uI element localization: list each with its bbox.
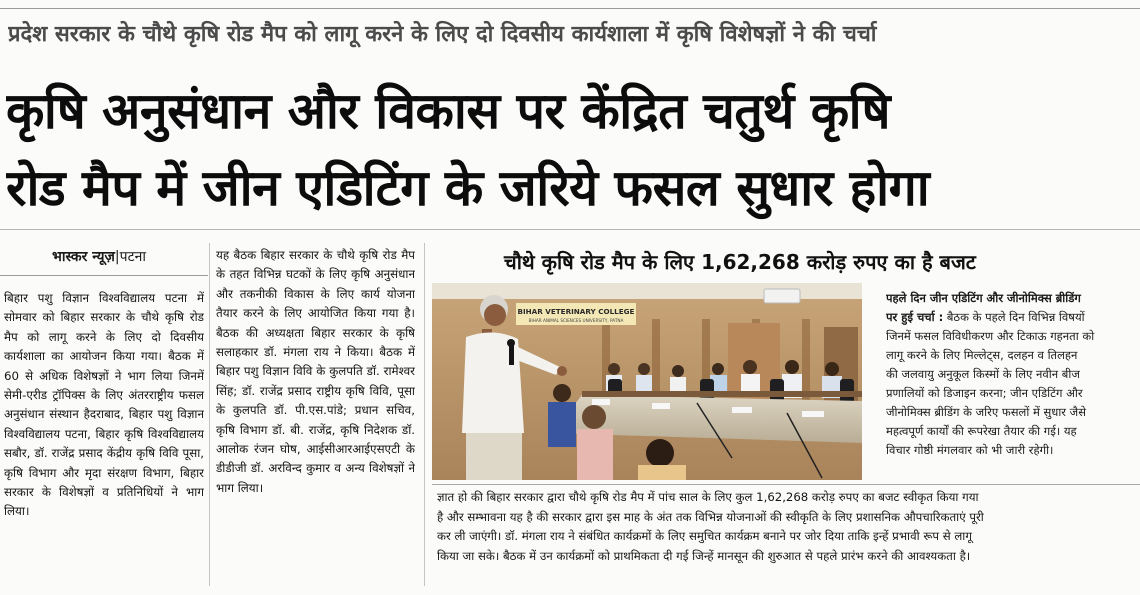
- bottom-line: है और सम्भावना यह है की सरकार द्वारा इस माह के अंत तक विभिन्न योजनाओं की स्वीकृति के लिए प्रशासनिक औपचारिकताएं पूरी: [437, 509, 984, 524]
- col3-line: महत्वपूर्ण कार्यों की रूपरेखा तैयार की गई। यह: [886, 424, 1077, 438]
- col3-line: लागू करने के लिए मिल्लेट्स, दलहन व तिलहन: [886, 348, 1078, 362]
- bottom-box-rule: [432, 484, 1140, 485]
- col3-line: जीनोमिक्स ब्रीडिंग के जरिए फसलों में सुधार जैसे: [886, 405, 1086, 419]
- meeting-photo: [432, 283, 862, 480]
- byline-rule: [0, 275, 208, 276]
- bottom-line: कर ली जाएंगी। डॉ. मंगला राय ने संबंधित कार्यक्रमों के लिए समुचित कार्यक्रम बनाने पर जोर दिया ताकि इन्हें प्रभावी रूप से लागू: [437, 529, 972, 544]
- banner-title: BIHAR VETERINARY COLLEGE: [517, 307, 635, 316]
- byline: [52, 247, 146, 266]
- col3-line: जिनमें फसल विविधीकरण और टिकाऊ गहनता को: [886, 329, 1095, 343]
- bottom-line: ज्ञात हो की बिहार सरकार द्वारा चौथे कृषि रोड मैप में पांच साल के लिए कुल 1,62,268 करोड़ रुपए का बजट स्वीकृत किया गया: [437, 490, 979, 504]
- col3-line: बैठक के पहले दिन विभिन्न विषयों: [946, 310, 1085, 324]
- headline-line-1: कृषि अनुसंधान और विकास पर केंद्रित चतुर्थ कृषि: [6, 82, 890, 140]
- col3-heading-line-1: पहले दिन जीन एडिटिंग और जीनोमिक्स ब्रीडिंग: [886, 291, 1081, 305]
- banner-subtitle: BIHAR ANIMAL SCIENCES UNIVERSITY, PATNA: [528, 318, 624, 323]
- byline-agency: भास्कर न्यूज़: [52, 249, 115, 265]
- col3-line: प्रणालियों को डिजाइन करना; जीन एडिटिंग और: [886, 386, 1083, 400]
- bottom-paragraph: [437, 488, 1140, 588]
- article-column-1: बिहार पशु विज्ञान विश्वविद्यालय पटना में सोमवार को बिहार सरकार के चौथे कृषि रोड मैप को लागू करने के लिए दो दिवसीय कार्यशाला का आयोजन किया गया। बैठक में 60 से अधिक विशेषज्ञों ने भाग लिया जिनमें सेमी-एरीड ट्रॉपिक्स के लिए अंतरराष्ट्रीय फसल अनुसंधान संस्थान हैदराबाद, बिहार पशु विज्ञान विश्वविद्यालय पटना, बिहार कृषि विश्वविद्यालय सबौर, डॉ. राजेंद्र प्रसाद केंद्रीय कृषि विवि पूसा, कृषि विभाग और मृदा संरक्षण विभाग, बिहार सरकार के विशेषज्ञों व प्रतिनिधियों ने भाग लिया।: [4, 291, 204, 519]
- column-divider-1: [209, 243, 210, 586]
- col3-heading-line-2: पर हुई चर्चा :: [886, 310, 944, 324]
- col3-line: विचार गोष्ठी मंगलवार को भी जारी रहेगी।: [886, 443, 1054, 457]
- meeting-photo-illustration: [432, 283, 862, 480]
- headline-rule: [0, 229, 1140, 230]
- article-column-2: यह बैठक बिहार सरकार के चौथे कृषि रोड मैप के तहत विभिन्न घटकों के लिए कृषि अनुसंधान और तकनीकी विकास के लिए कार्य योजना तैयार करने के लिए आयोजित किया गया है। बैठक की अध्यक्षता बिहार सरकार के कृषि सलाहकार डॉ. मंगला राय ने किया। बैठक में बिहार पशु विज्ञान विवि के कुलपति डॉ. रामेश्वर सिंह; डॉ. राजेंद्र प्रसाद राष्ट्रीय कृषि विवि, पूसा के कुलपति डॉ. पी.एस.पांडे; प्रधान सचिव, कृषि विभाग डॉ. बी. राजेंद्र, कृषि निदेशक डॉ. आलोक रंजन घोष, आईसीआरआईएसएटी के डीडीजी डॉ. अरविन्द कुमार व अन्य विशेषज्ञों ने भाग लिया।: [216, 248, 415, 495]
- top-rule: [0, 8, 1140, 9]
- col3-line: की जलवायु अनुकूल किस्मों के लिए नवीन बीज: [886, 367, 1080, 381]
- headline-line-2: रोड मैप में जीन एडिटिंग के जरिये फसल सुधार होगा: [6, 159, 930, 217]
- byline-separator: |: [114, 249, 120, 265]
- byline-city: पटना: [119, 249, 147, 265]
- kicker-headline: प्रदेश सरकार के चौथे कृषि रोड मैप को लागू करने के लिए दो दिवसीय कार्यशाला में कृषि विशेषज्ञों ने की चर्चा: [8, 22, 877, 47]
- budget-subheadline: चौथे कृषि रोड मैप के लिए 1,62,268 करोड़ रुपए का है बजट: [504, 250, 976, 274]
- column-divider-2: [424, 243, 425, 586]
- bottom-line: किया जा सके। बैठक में उन कार्यक्रमों को प्राथमिकता दी गई जिन्हें मानसून की शुरुआत से पहले प्रारंभ करने की आवश्यकता है।: [437, 548, 971, 563]
- article-column-3: [886, 289, 1140, 479]
